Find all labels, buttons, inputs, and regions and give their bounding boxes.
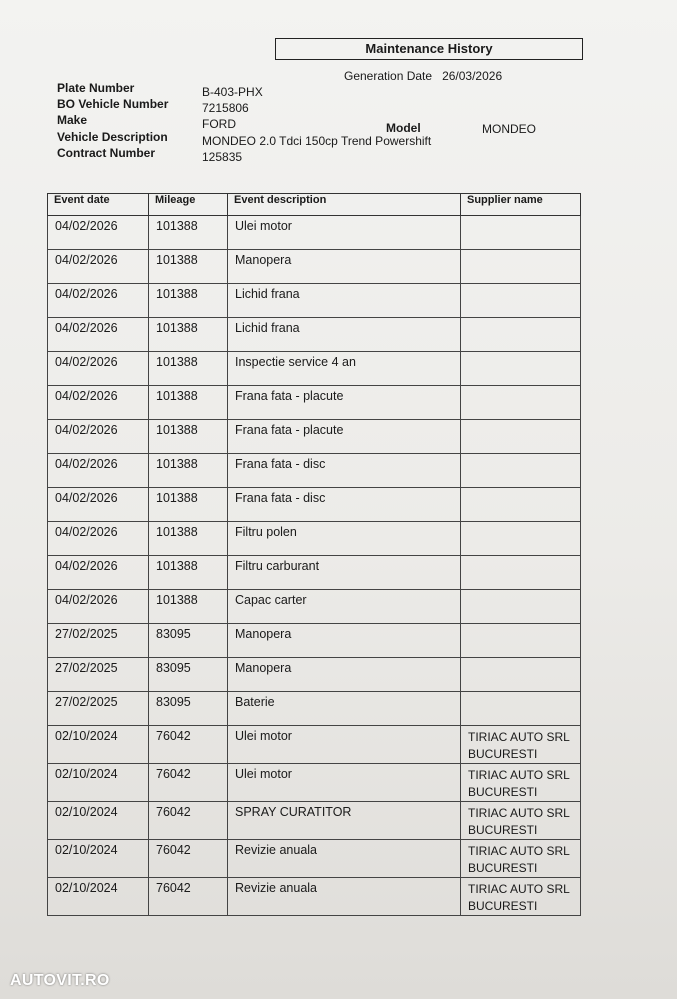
supplier-name-line: TIRIAC AUTO SRL bbox=[468, 730, 570, 744]
bo-vehicle-number-value: 7215806 bbox=[202, 101, 249, 116]
supplier-name-cell bbox=[461, 488, 581, 522]
model-value: MONDEO bbox=[482, 122, 536, 136]
event-date-cell: 02/10/2024 bbox=[48, 840, 149, 878]
vehicle-description-value: MONDEO 2.0 Tdci 150cp Trend Powershift bbox=[202, 133, 432, 148]
mileage-cell: 76042 bbox=[149, 726, 228, 764]
event-description-cell: Frana fata - placute bbox=[228, 420, 461, 454]
supplier-name-cell bbox=[461, 522, 581, 556]
bo-vehicle-number-label: BO Vehicle Number bbox=[57, 97, 169, 112]
table-row bbox=[48, 250, 581, 284]
supplier-city-line: BUCURESTI bbox=[468, 823, 538, 837]
make-label: Make bbox=[57, 113, 88, 128]
contract-number-value: 125835 bbox=[202, 149, 243, 164]
supplier-name-line: TIRIAC AUTO SRL bbox=[468, 806, 570, 820]
event-date-cell: 04/02/2026 bbox=[48, 556, 149, 590]
mileage-cell: 76042 bbox=[149, 840, 228, 878]
supplier-name-cell bbox=[461, 840, 581, 878]
event-description-cell: Inspectie service 4 an bbox=[228, 352, 461, 386]
event-date-cell: 27/02/2025 bbox=[48, 692, 149, 726]
supplier-name-cell bbox=[461, 658, 581, 692]
supplier-name-cell bbox=[461, 454, 581, 488]
supplier-city-line: BUCURESTI bbox=[468, 899, 538, 913]
vehicle-description-label: Vehicle Description bbox=[57, 129, 168, 144]
table-row bbox=[48, 284, 581, 318]
event-description-cell: Revizie anuala bbox=[228, 878, 461, 916]
table-row bbox=[48, 386, 581, 420]
supplier-city-line: BUCURESTI bbox=[468, 747, 538, 761]
table-header-row bbox=[48, 194, 581, 216]
mileage-cell: 83095 bbox=[149, 658, 228, 692]
contract-number-label: Contract Number bbox=[57, 145, 156, 160]
mileage-cell: 101388 bbox=[149, 420, 228, 454]
event-date-cell: 04/02/2026 bbox=[48, 522, 149, 556]
event-description-cell: Revizie anuala bbox=[228, 840, 461, 878]
mileage-cell: 101388 bbox=[149, 556, 228, 590]
table-row bbox=[48, 840, 581, 878]
event-description-cell: Ulei motor bbox=[228, 726, 461, 764]
event-description-cell: Frana fata - disc bbox=[228, 488, 461, 522]
supplier-name-cell bbox=[461, 386, 581, 420]
mileage-cell: 101388 bbox=[149, 318, 228, 352]
table-row bbox=[48, 318, 581, 352]
event-date-cell: 02/10/2024 bbox=[48, 726, 149, 764]
event-date-cell: 04/02/2026 bbox=[48, 386, 149, 420]
supplier-name-cell bbox=[461, 250, 581, 284]
mileage-cell: 83095 bbox=[149, 624, 228, 658]
event-date-cell: 04/02/2026 bbox=[48, 488, 149, 522]
table-row bbox=[48, 488, 581, 522]
supplier-city-line: BUCURESTI bbox=[468, 861, 538, 875]
generation-date-label: Generation Date bbox=[344, 69, 433, 83]
event-date-cell: 04/02/2026 bbox=[48, 590, 149, 624]
table-row bbox=[48, 802, 581, 840]
event-date-cell: 27/02/2025 bbox=[48, 658, 149, 692]
mileage-cell: 76042 bbox=[149, 802, 228, 840]
mileage-cell: 101388 bbox=[149, 522, 228, 556]
table-row bbox=[48, 624, 581, 658]
table-row bbox=[48, 420, 581, 454]
event-date-cell: 04/02/2026 bbox=[48, 420, 149, 454]
autovit-watermark: AUTOVIT.RO bbox=[10, 972, 110, 989]
mileage-cell: 76042 bbox=[149, 764, 228, 802]
table-row bbox=[48, 522, 581, 556]
document-title: Maintenance History bbox=[275, 38, 583, 60]
supplier-name-cell bbox=[461, 284, 581, 318]
plate-number-label: Plate Number bbox=[57, 81, 135, 95]
maintenance-history-table bbox=[47, 193, 581, 916]
table-row bbox=[48, 454, 581, 488]
supplier-name-cell bbox=[461, 878, 581, 916]
supplier-name-cell bbox=[461, 318, 581, 352]
event-description-cell: Manopera bbox=[228, 658, 461, 692]
mileage-cell: 101388 bbox=[149, 250, 228, 284]
mileage-cell: 101388 bbox=[149, 216, 228, 250]
event-date-cell: 27/02/2025 bbox=[48, 624, 149, 658]
event-description-cell: Ulei motor bbox=[228, 216, 461, 250]
event-description-cell: Filtru polen bbox=[228, 522, 461, 556]
supplier-name-cell bbox=[461, 624, 581, 658]
mileage-cell: 76042 bbox=[149, 878, 228, 916]
table-row bbox=[48, 216, 581, 250]
generation-date bbox=[344, 69, 502, 83]
mileage-header: Mileage bbox=[149, 194, 228, 216]
event-description-cell: Capac carter bbox=[228, 590, 461, 624]
event-date-header: Event date bbox=[48, 194, 149, 216]
event-description-cell: Frana fata - placute bbox=[228, 386, 461, 420]
event-description-cell: Filtru carburant bbox=[228, 556, 461, 590]
event-date-cell: 02/10/2024 bbox=[48, 764, 149, 802]
event-date-cell: 04/02/2026 bbox=[48, 216, 149, 250]
table-row bbox=[48, 726, 581, 764]
mileage-cell: 101388 bbox=[149, 284, 228, 318]
supplier-name-cell bbox=[461, 802, 581, 840]
supplier-city-line: BUCURESTI bbox=[468, 785, 538, 799]
table-row bbox=[48, 878, 581, 916]
supplier-name-cell bbox=[461, 692, 581, 726]
table-row bbox=[48, 658, 581, 692]
supplier-name-cell bbox=[461, 764, 581, 802]
table-row bbox=[48, 764, 581, 802]
supplier-name-line: TIRIAC AUTO SRL bbox=[468, 844, 570, 858]
supplier-name-header: Supplier name bbox=[461, 194, 581, 216]
mileage-cell: 101388 bbox=[149, 488, 228, 522]
event-description-cell: Ulei motor bbox=[228, 764, 461, 802]
table-row bbox=[48, 692, 581, 726]
event-description-cell: Manopera bbox=[228, 624, 461, 658]
event-description-cell: SPRAY CURATITOR bbox=[228, 802, 461, 840]
supplier-name-cell bbox=[461, 352, 581, 386]
mileage-cell: 101388 bbox=[149, 454, 228, 488]
make-value: FORD bbox=[202, 117, 236, 132]
supplier-name-cell bbox=[461, 420, 581, 454]
event-description-cell: Lichid frana bbox=[228, 318, 461, 352]
supplier-name-line: TIRIAC AUTO SRL bbox=[468, 768, 570, 782]
supplier-name-line: TIRIAC AUTO SRL bbox=[468, 882, 570, 896]
table-row bbox=[48, 352, 581, 386]
event-description-cell: Frana fata - disc bbox=[228, 454, 461, 488]
supplier-name-cell bbox=[461, 726, 581, 764]
generation-date-value: 26/03/2026 bbox=[442, 69, 503, 83]
table-row bbox=[48, 556, 581, 590]
event-date-cell: 02/10/2024 bbox=[48, 878, 149, 916]
event-description-header: Event description bbox=[228, 194, 461, 216]
event-date-cell: 04/02/2026 bbox=[48, 454, 149, 488]
event-date-cell: 04/02/2026 bbox=[48, 352, 149, 386]
event-description-cell: Lichid frana bbox=[228, 284, 461, 318]
vehicle-info-labels bbox=[57, 80, 168, 161]
event-description-cell: Baterie bbox=[228, 692, 461, 726]
mileage-cell: 101388 bbox=[149, 352, 228, 386]
mileage-cell: 101388 bbox=[149, 590, 228, 624]
model-label: Model bbox=[386, 121, 421, 135]
event-date-cell: 04/02/2026 bbox=[48, 318, 149, 352]
supplier-name-cell bbox=[461, 216, 581, 250]
event-date-cell: 04/02/2026 bbox=[48, 284, 149, 318]
table-row bbox=[48, 590, 581, 624]
event-description-cell: Manopera bbox=[228, 250, 461, 284]
event-date-cell: 02/10/2024 bbox=[48, 802, 149, 840]
plate-number-value: B-403-PHX bbox=[202, 85, 263, 99]
supplier-name-cell bbox=[461, 556, 581, 590]
mileage-cell: 101388 bbox=[149, 386, 228, 420]
supplier-name-cell bbox=[461, 590, 581, 624]
mileage-cell: 83095 bbox=[149, 692, 228, 726]
event-date-cell: 04/02/2026 bbox=[48, 250, 149, 284]
